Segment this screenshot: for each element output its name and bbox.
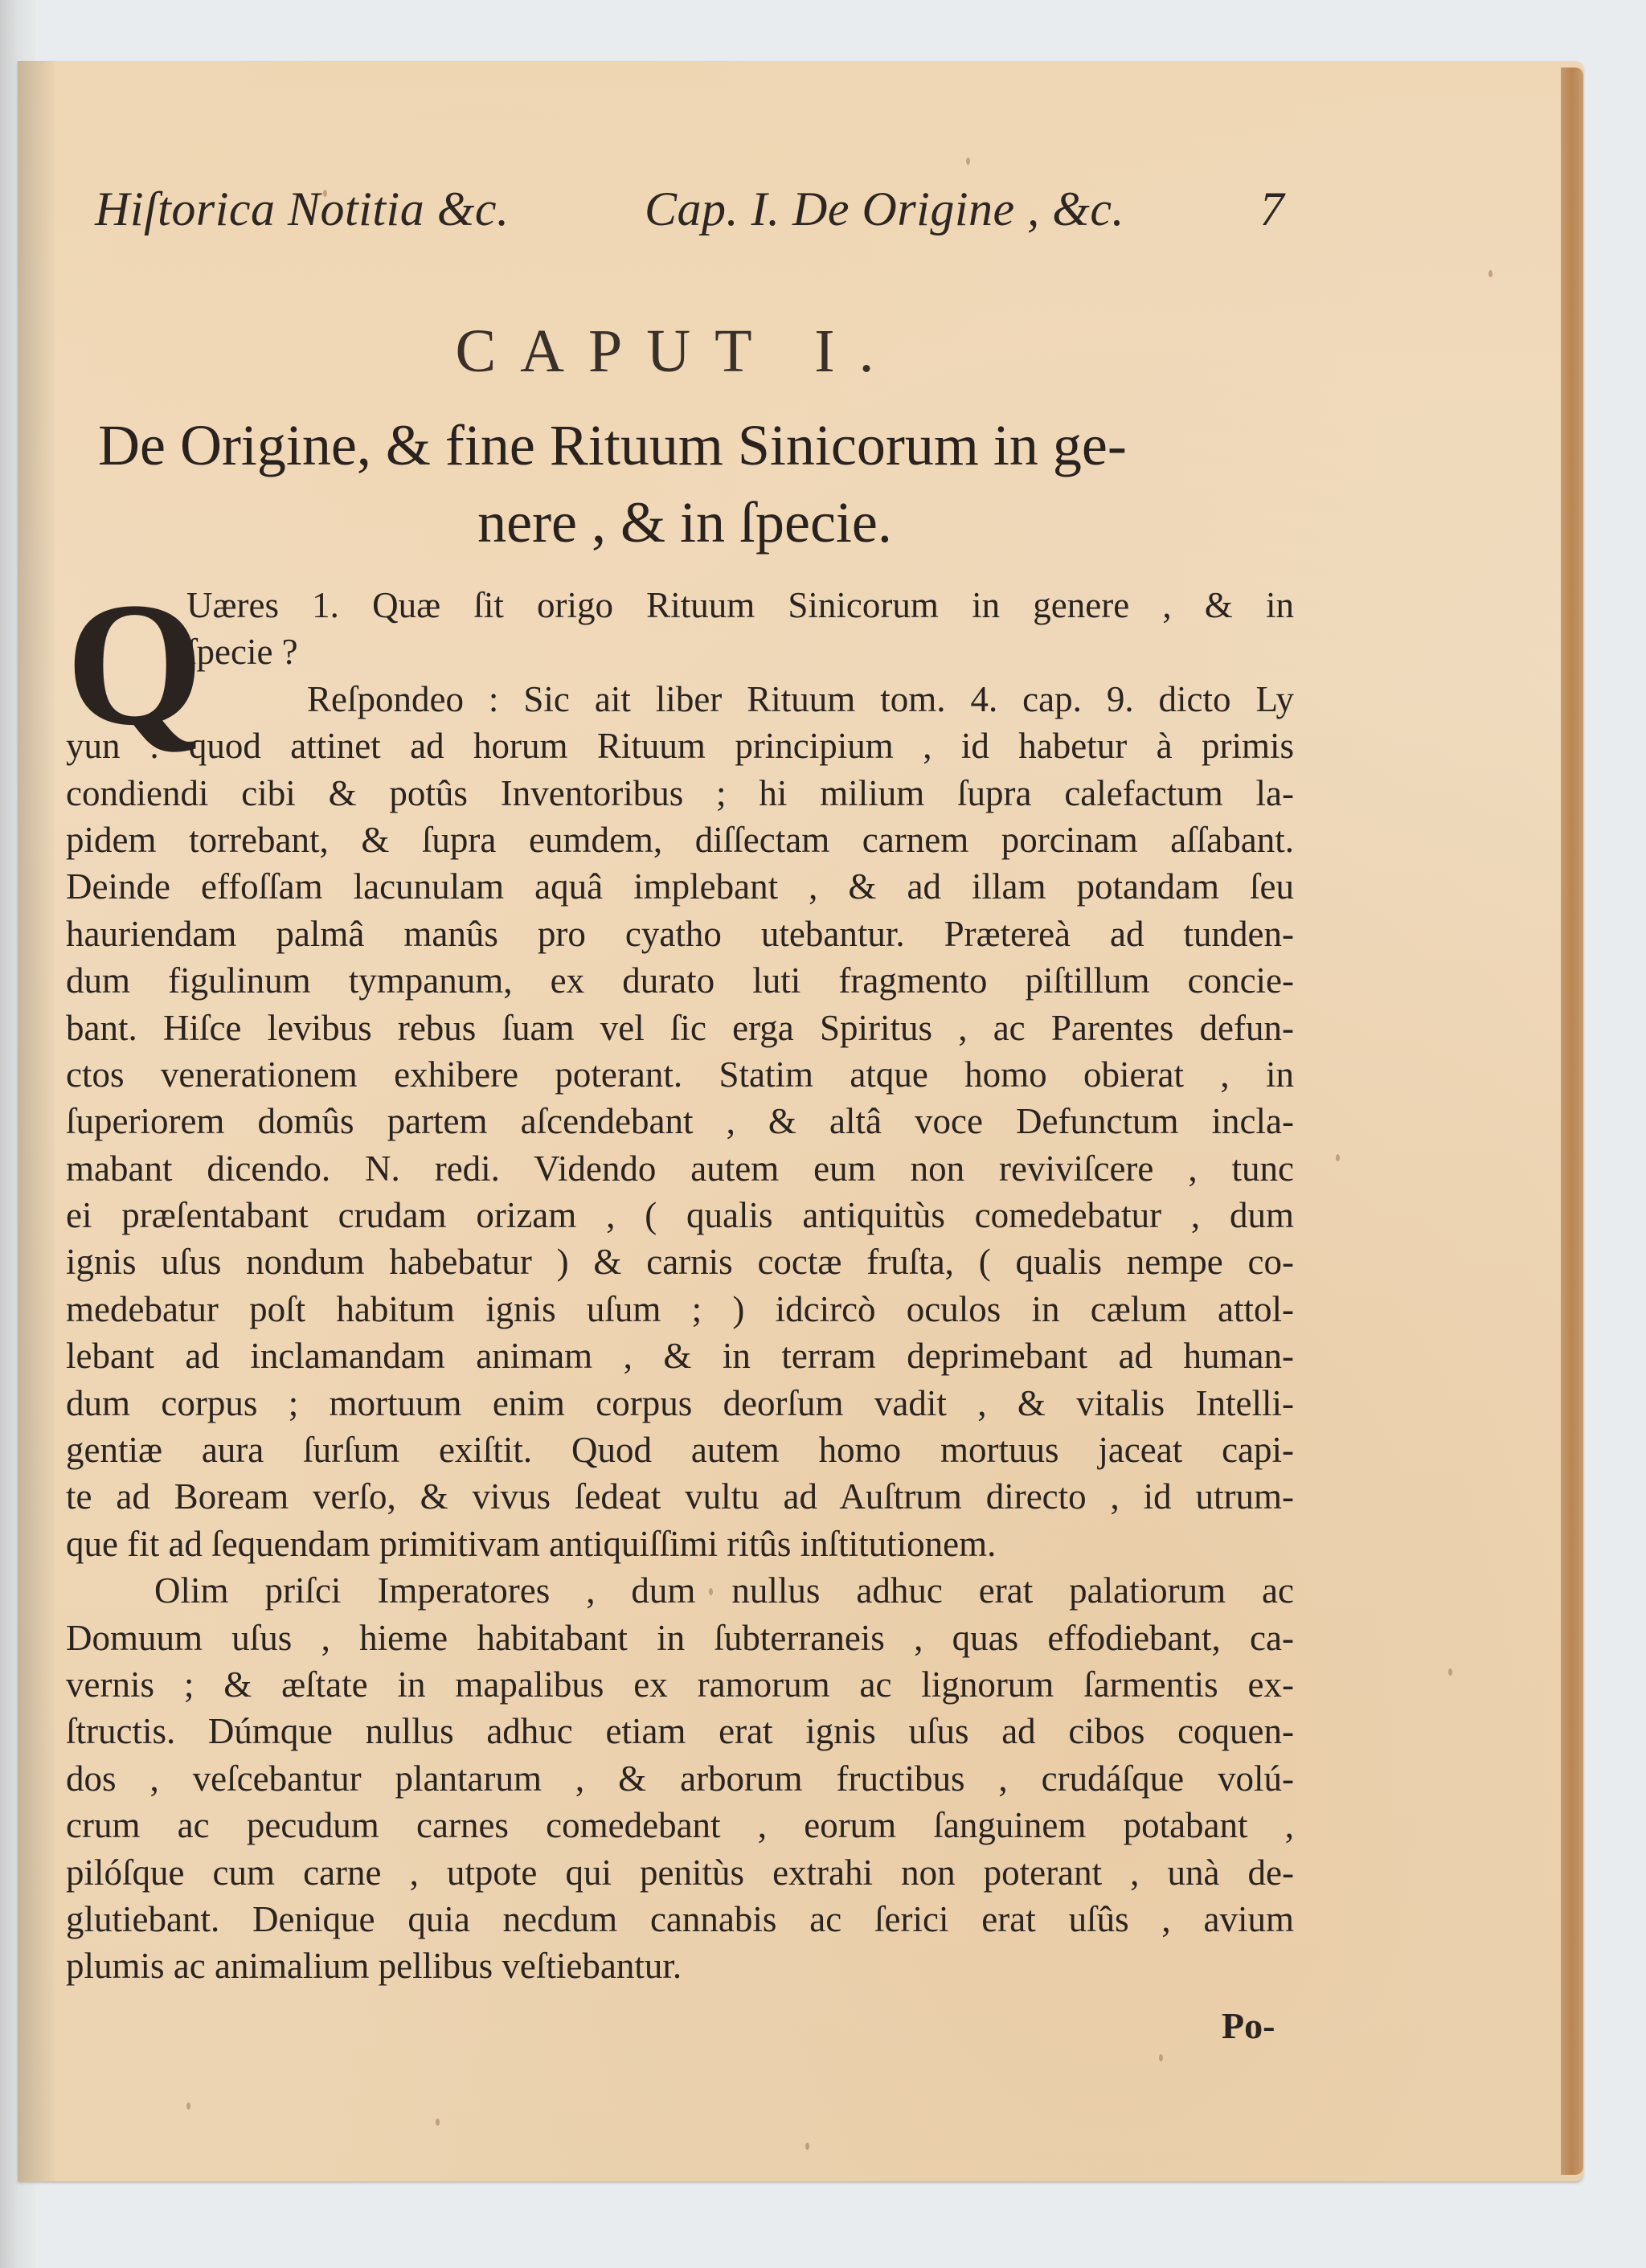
running-head-chapter: Cap. I. De Origine , &c.: [645, 182, 1124, 235]
body-text: [66, 566, 1294, 1990]
text-line: hauriendam palmâ manûs pro cyatho utebantur. Prætereà ad tunden-: [66, 913, 1294, 954]
text-line: te ad Boream verſo, & vivus ſedeat vultu ad Auſtrum directo , id utrum-: [66, 1476, 1294, 1517]
text-line: Olim priſci Imperatores , dum nullus adhuc erat palatiorum ac: [154, 1570, 1294, 1611]
text-line: vernis ; & æſtate in mapalibus ex ramorum ac lignorum ſarmentis ex-: [66, 1664, 1294, 1705]
chapter-title-line-2: nere , & in ſpecie.: [477, 490, 892, 555]
text-line: ctos venerationem exhibere poterant. Statim atque homo obierat , in: [66, 1054, 1294, 1095]
page-edge: [1561, 68, 1583, 2175]
paper-speck: [1159, 2054, 1163, 2061]
paper-speck: [186, 2102, 190, 2110]
drop-cap: Q: [66, 566, 204, 762]
text-line: dos , veſcebantur plantarum , & arborum fructibus , crudáſque volú-: [66, 1758, 1294, 1799]
catchword: Po-: [1222, 2005, 1275, 2046]
paper-speck: [805, 2143, 809, 2150]
text-line: condiendi cibi & potûs Inventoribus ; hi milium ſupra calefactum la-: [66, 772, 1294, 813]
running-head: [95, 182, 1284, 237]
chapter-title: [66, 407, 1304, 561]
paper-speck: [323, 190, 327, 197]
text-line: dum figulinum tympanum, ex durato luti fragmento piſtillum concie-: [66, 960, 1294, 1001]
text-line: bant. Hiſce levibus rebus ſuam vel ſic erga Spiritus , ac Parentes defun-: [66, 1007, 1294, 1048]
text-line: pidem torrebant, & ſupra eumdem, diſſectam carnem porcinam aſſabant.: [66, 819, 1294, 860]
page-number: 7: [1259, 182, 1284, 235]
text-line: ignis uſus nondum habebatur ) & carnis coctæ fruſta, ( qualis nempe co-: [66, 1242, 1294, 1283]
chapter-title-line-1: De Origine, & fine Rituum Sinicorum in ge-: [98, 413, 1127, 477]
text-line: dum corpus ; mortuum enim corpus deorſum vadit , & vitalis Intelli-: [66, 1382, 1294, 1423]
text-line: Reſpondeo : Sic ait liber Rituum tom. 4. cap. 9. dicto Ly: [307, 678, 1294, 719]
book-page: [18, 61, 1583, 2181]
text-line: gentiæ aura ſurſum exiſtit. Quod autem homo mortuus jaceat capi-: [66, 1430, 1294, 1471]
text-line: ſtructis. Dúmque nullus adhuc etiam erat ignis uſus ad cibos coquen-: [66, 1711, 1294, 1752]
chapter-number: CAPUT I.: [455, 317, 899, 385]
paper-speck: [436, 2119, 440, 2126]
text-line: lebant ad inclamandam animam , & in terram deprimebant ad human-: [66, 1336, 1294, 1377]
text-line: medebatur poſt habitum ignis uſum ; ) idcircò oculos in cælum attol-: [66, 1288, 1294, 1329]
text-line: ei præſentabant crudam orizam , ( qualis antiquitùs comedebatur , dum: [66, 1195, 1294, 1236]
text-line: yun : quod attinet ad horum Rituum principium , id habetur à primis: [66, 726, 1294, 767]
paper-speck: [1448, 1668, 1452, 1676]
running-head-title: Hiſtorica Notitia &c.: [95, 182, 510, 235]
text-line: pilóſque cum carne , utpote qui penitùs extrahi non poterant , unà de-: [66, 1852, 1294, 1893]
paper-speck: [1336, 1154, 1340, 1161]
paper-speck: [1488, 270, 1492, 277]
paper-speck: [966, 158, 970, 165]
text-line: glutiebant. Denique quia necdum cannabis ac ſerici erat uſûs , avium: [66, 1898, 1294, 1939]
body-lines: [66, 566, 1294, 1990]
text-line: que fit ad ſequendam primitivam antiquiſſimi ritûs inſtitutionem.: [66, 1523, 997, 1564]
text-line: crum ac pecudum carnes comedebant , eorum ſanguinem potabant ,: [66, 1805, 1294, 1846]
paper-speck: [709, 1588, 713, 1595]
text-line: Deinde effoſſam lacunulam aquâ implebant , & ad illam potandam ſeu: [66, 866, 1294, 907]
text-line: Uæres 1. Quæ ſit origo Rituum Sinicorum in genere , & in: [186, 585, 1294, 625]
text-line: Domuum uſus , hieme habitabant in ſubterraneis , quas effodiebant, ca-: [66, 1617, 1294, 1658]
text-line: plumis ac animalium pellibus veſtiebantur.: [66, 1946, 682, 1987]
text-line: ſpecie ?: [186, 632, 298, 673]
text-line: ſuperiorem domûs partem aſcendebant , & altâ voce Defunctum incla-: [66, 1101, 1294, 1142]
text-line: mabant dicendo. N. redi. Videndo autem eum non reviviſcere , tunc: [66, 1148, 1294, 1189]
